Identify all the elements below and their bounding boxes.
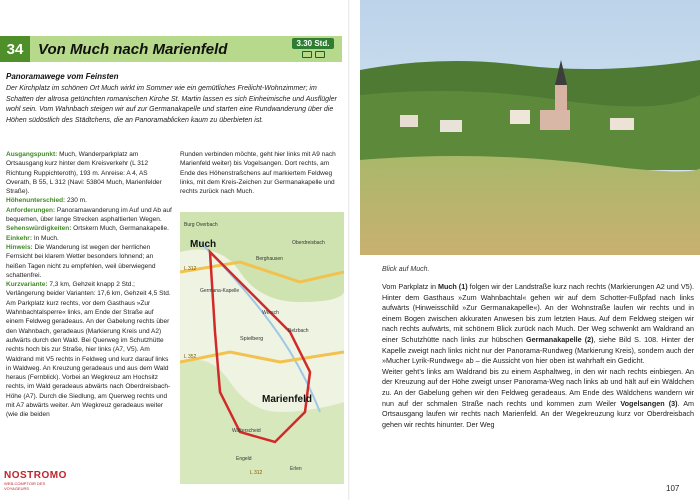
- photo-caption: Blick auf Much.: [382, 266, 430, 273]
- tour-header: [0, 36, 342, 62]
- body-p1-e: , siehe Bild S. 108. Hinter der Kapelle zweigt nach links nicht nur der Panorama-Rundweg (Markierung Kreis), sondern auch der »Mucher Lyrik-Rundweg« ab – die Aussicht von hier oben ist wahrhaft ein Gedicht.: [382, 334, 694, 366]
- ausgang-text: Much, Wanderparkplatz am Ortsausgang kurz hinter dem Kreisverkehr (L 312 Richtung Ruppichteroth), 193 m. Anreise: A 4, AS Overath, B 55, L 312 (Navi: 53804 Much, Marienfelder Straße).: [6, 151, 162, 196]
- house: [510, 110, 530, 124]
- map-label-l352: L 352: [184, 354, 197, 360]
- route-map: [180, 212, 344, 484]
- map-label-burg: Burg Overbach: [184, 222, 218, 228]
- photo-much: [360, 0, 700, 255]
- body-p1-a: Vom Parkplatz in: [382, 282, 439, 291]
- map-label-germanakapelle: Germana-Kapelle: [200, 288, 240, 294]
- map-label-walterscheid: Walterscheid: [232, 428, 261, 434]
- kurzvariante-label: Kurzvariante:: [6, 281, 48, 289]
- sehens-label: Sehenswürdigkeiten:: [6, 225, 72, 233]
- hoehen-text: 230 m.: [65, 197, 87, 205]
- church-nave: [540, 110, 570, 130]
- subtitle: Panoramawege vom Feinsten: [6, 72, 119, 81]
- transport-icons: [292, 51, 334, 58]
- nostromo-logo: [4, 470, 68, 498]
- map-label-belzbach: Belzbach: [288, 328, 309, 334]
- map-label-marienfeld: Marienfeld: [262, 394, 313, 405]
- duration-badge: 3.30 Std.: [292, 38, 334, 49]
- body-text: [382, 282, 694, 430]
- hinweis-label: Hinweis:: [6, 243, 33, 251]
- map-label-spielberg: Spielberg: [240, 336, 264, 342]
- body-p1-c: folgen wir der Landstraße kurz nach rechts (Markierungen A2 und V5). Hinter dem Gasthaus »Zum Wahnbachtal« gehen wir auf dem Schotter-Fußpfad nach links aufwärts (Hinweisschild »Zur Germanakapelle«). An der Wohnstraße laufen wir rechts und in einem Bogen zwischen akkuraten Anwesen bis zum letzten Haus. Auf dem Feldweg steigen wir nach rechts aufwärts, mit schönem Blick zurück nach Much. Der Weg schwenkt am Waldrand an einer Schutzhütte nach links zur hübschen: [382, 282, 695, 344]
- body-p2-b: Vogelsangen (3): [620, 398, 678, 408]
- route-continuation: Runden verbinden möchte, geht hier links mit A9 nach Marienfeld weiter) bis Vogelsangen. Dort rechts, am Ende des Höhenstraßchens auf markiertem Feldweg links, mit dem Kreis-Zeichen zur Germanakapelle und rechts zurück nach Much.: [180, 151, 336, 196]
- tour-number: 34: [0, 36, 30, 62]
- map-label-oberdreisbach: Oberdreisbach: [292, 240, 325, 246]
- hinweis-text: Die Wanderung ist wegen der herrlichen Fernsicht bei klarem Wetter besonders lohnend; an heißen Tagen nicht zu empfehlen, weil überwiegend schattenfrei.: [6, 243, 156, 279]
- train-icon: [315, 51, 325, 58]
- map-label-l312-north: L 312: [184, 266, 197, 272]
- map-label-l312-south: L 312: [250, 470, 263, 476]
- logo-main: NOSTROMO: [4, 470, 67, 481]
- house: [400, 115, 418, 127]
- ausgang-label: Ausgangspunkt:: [6, 151, 58, 158]
- tour-title: Von Much nach Marienfeld: [38, 40, 228, 58]
- map-label-much: Much: [190, 239, 217, 250]
- bus-icon: [302, 51, 312, 58]
- facts-column: [6, 150, 172, 420]
- hoehen-label: Höhenunterschied:: [6, 197, 66, 205]
- field: [360, 156, 700, 255]
- anforderungen-text: Panoramawanderung im Auf und Ab auf bequemen, über lange Strecken asphaltierten Wegen.: [6, 206, 172, 224]
- anforderungen-label: Anforderungen:: [6, 206, 56, 214]
- body-p1-d: Germanakapelle (2): [526, 334, 594, 344]
- einkehr-text: In Much.: [32, 234, 59, 242]
- map-label-erlen: Erlen: [290, 466, 302, 472]
- einkehr-label: Einkehr:: [6, 234, 33, 242]
- page-number: 107: [666, 484, 680, 493]
- intro-text: Der Kirchplatz im schönen Ort Much wirkt im Sommer wie ein gemütliches Freilicht-Wohnzimmer; im Schatten der altrosa getünchten romanischen Kirche St. Martin lassen es sich Einheimische und Ausflügler wohl sein. Vom Wahnbach steigen wir auf zur Germanakapelle und starten eine Rundwanderung über die Höhen südöstlich des Städtchens, die an Panoramablicken kaum zu überbieten ist.: [6, 85, 337, 124]
- map-label-wersch: Wersch: [262, 310, 279, 316]
- house: [610, 118, 634, 130]
- time-box: [292, 38, 334, 58]
- map-label-engeld: Engeld: [236, 456, 252, 462]
- route-description: Am Parkplatz kurz rechts, vor dem Gasthaus »Zur Wahnbachtalsperre« links, am Ende der Straße auf einem Feldweg geradeaus. An der Gabelung rechts über den Wahnbach, geradeaus (Markierung Kreis und A2) aufwärts durch den Wald. Bei Querweg im Schutzhütte rechts hoch bis zur Straße, hier links (A7, V5). Am Waldrand mit V5 rechts in Feldweg und kurz darauf links in Waldweg. An Kreuzung geradeaus und aus dem Wald heraus (Fernblick). Vorbei an Wegkreuz am Hochsitz rechts, im Wald geradeaus abwärts nach Oberdreisbach-Höhe (A7). Durch die Siedlung, am Querweg rechts und mit A7 abwärts weiter. Am Wegkreuz geradeaus weiter (wie die beiden: [6, 299, 171, 419]
- kurzvariante-text: 7,3 km, Gehzeit knapp 2 Std.; Verlängerung beider Varianten: 17,6 km, Gehzeit 4,5 Std.: [6, 281, 171, 298]
- body-p2-c: . Am Ortsausgang laufen wir rechts nach Marienfeld. An der Wegekreuzung kurz vor Oberdreisbach gehen wir rechts hinunter. Der Weg: [382, 398, 694, 429]
- body-p2-a: Weiter geht’s links am Waldrand bis zu einem Asphaltweg, in den wir nach rechts einbiegen. An der Kreuzung auf der Höhe zweigt unser Panorama-Weg nach links ab und hält auf ein Wäldchen zu. An der Gabelung gehen wir den Feldweg geradeaus. Am Ende des Wäldchens wandern wir nun auf der schmalen Straße nach rechts und kommen zum Weiler: [382, 366, 694, 408]
- map-label-bergheim: Berghausen: [256, 256, 283, 262]
- logo-sub: WEB-COMPTOIR DES VOYAGEURS: [4, 481, 46, 491]
- sehens-text: Ortskern Much, Germanakapelle.: [71, 225, 169, 233]
- body-p1-b: Much (1): [438, 282, 468, 291]
- house: [440, 120, 462, 132]
